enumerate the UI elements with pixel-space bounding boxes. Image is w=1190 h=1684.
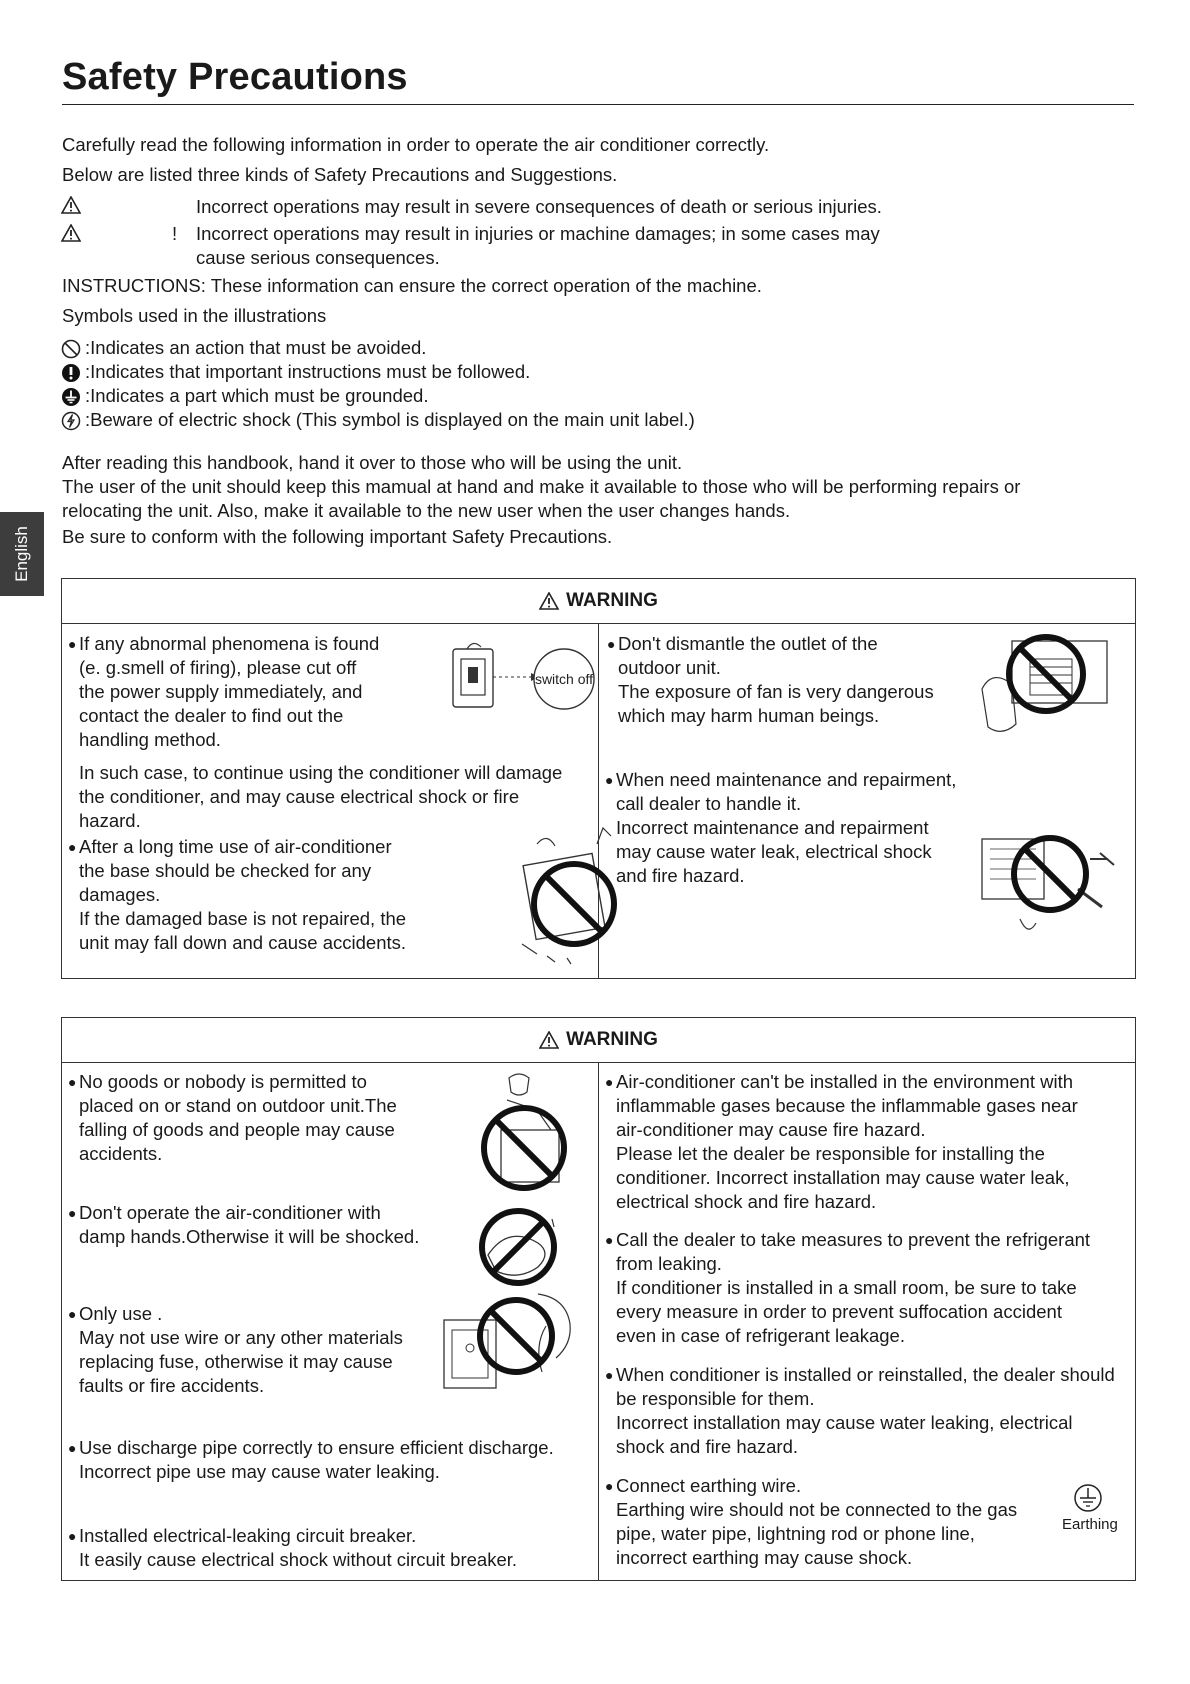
warning-box-2-header xyxy=(62,1018,1135,1063)
level-1-text: Incorrect operations may result in severe consequences of death or serious injuries. xyxy=(196,196,882,217)
warning-triangle-icon xyxy=(539,1031,559,1049)
list-item: ● Installed electrical-leaking circuit breaker. It easily cause electrical shock without circuit breaker. xyxy=(68,1525,518,1570)
list-item: ● If any abnormal phenomena is found (e. g.smell of firing), please cut off the power supply immediately, and contact the dealer to find out the handling method. xyxy=(68,633,380,750)
title-underline xyxy=(62,104,1134,105)
list-item: In such case, to continue using the conditioner will damage the conditioner, and may cause electrical shock or fire hazard. xyxy=(79,762,563,831)
list-item: ● Use discharge pipe correctly to ensure efficient discharge. Incorrect pipe use may cause water leaking. xyxy=(68,1437,554,1482)
list-item: ● When conditioner is installed or reinstalled, the dealer should be responsible for them. Incorrect installation may cause water leaking, electrical shock and fire hazard. xyxy=(605,1364,1115,1457)
language-tab xyxy=(0,512,44,596)
bullet: ● xyxy=(68,1528,77,1544)
level-2-marker: ! xyxy=(172,223,178,244)
instructions-line: INSTRUCTIONS: These information can ensure the correct operation of the machine. xyxy=(62,275,762,296)
maintenance-illustration xyxy=(978,819,1128,939)
handover-line-1: After reading this handbook, hand it over to those who will be using the unit. xyxy=(62,452,683,473)
list-item: ● Air-conditioner can't be installed in the environment with inflammable gases because the inflammable gases near air-conditioner may cause fire hazard. Please let the dealer be responsible for installing the conditioner. Incorrect installation may cause water leak, electrical shock and fire hazard. xyxy=(605,1071,1078,1212)
damaged-base-illustration xyxy=(507,824,632,974)
handover-line-3: relocating the unit. Also, make it available to the new user when the user changes hands. xyxy=(62,500,791,521)
page-title: Safety Precautions xyxy=(62,56,408,98)
fan-outlet-illustration xyxy=(972,629,1122,741)
mandatory-exclamation-icon xyxy=(61,363,81,383)
symbol-electric-shock-text: :Beware of electric shock (This symbol is displayed on the main unit label.) xyxy=(85,409,695,430)
warning-box-1-header xyxy=(62,579,1135,624)
warning-box-1 xyxy=(61,578,1136,979)
level-2-text-line-1: Incorrect operations may result in injuries or machine damages; in some cases may xyxy=(196,223,880,244)
list-item: ● Call the dealer to take measures to prevent the refrigerant from leaking. If conditioner is installed in a small room, be sure to take every measure in order to prevent suffocation accident even in case of refrigerant leakage. xyxy=(605,1229,1091,1346)
bullet: ● xyxy=(605,1232,614,1248)
bullet: ● xyxy=(605,1478,614,1494)
level-2-text-line-2: cause serious consequences. xyxy=(196,247,440,268)
warning-box-2-title: WARNING xyxy=(566,1029,658,1050)
earthing-label: Earthing xyxy=(1062,1516,1118,1533)
switch-off-illustration xyxy=(447,637,597,715)
column-divider xyxy=(598,1062,599,1580)
handover-line-2: The user of the unit should keep this mamual at hand and make it available to those who will be performing repairs or xyxy=(62,476,1021,497)
damp-hands-illustration xyxy=(468,1195,578,1295)
warning-box-1-title: WARNING xyxy=(566,590,658,611)
bullet: ● xyxy=(68,1306,77,1322)
bullet: ● xyxy=(68,839,77,855)
bullet: ● xyxy=(607,636,616,652)
list-item: ● When need maintenance and repairment, call dealer to handle it. Incorrect maintenance and repairment may cause water leak, electrical shock and fire hazard. xyxy=(605,769,957,886)
intro-line-2: Below are listed three kinds of Safety Precautions and Suggestions. xyxy=(62,164,618,185)
handover-line-4: Be sure to conform with the following important Safety Precautions. xyxy=(62,526,613,547)
switch-off-label: switch off xyxy=(534,671,594,687)
prohibited-icon xyxy=(61,339,81,359)
warning-triangle-icon xyxy=(61,196,81,214)
language-tab-label: English xyxy=(12,526,31,582)
list-item: ● Only use . May not use wire or any other materials replacing fuse, otherwise it may cause faults or fire accidents. xyxy=(68,1303,403,1396)
caution-triangle-icon xyxy=(61,224,81,242)
list-item: ● After a long time use of air-conditioner the base should be checked for any damages. If the damaged base is not repaired, the unit may fall down and cause accidents. xyxy=(68,836,407,953)
bullet: ● xyxy=(68,636,77,652)
symbols-heading: Symbols used in the illustrations xyxy=(62,305,327,326)
intro-line-1: Carefully read the following information in order to operate the air conditioner correctly. xyxy=(62,134,770,155)
no-standing-illustration xyxy=(467,1070,592,1195)
fuse-illustration xyxy=(438,1286,588,1408)
list-item: ● No goods or nobody is permitted to placed on or stand on outdoor unit.The falling of goods and people may cause accidents. xyxy=(68,1071,397,1164)
symbol-prohibited-text: :Indicates an action that must be avoided. xyxy=(85,337,427,358)
bullet: ● xyxy=(605,1367,614,1383)
list-item: ● Don't operate the air-conditioner with damp hands.Otherwise it will be shocked. xyxy=(68,1202,420,1247)
warning-triangle-icon xyxy=(539,592,559,610)
bullet: ● xyxy=(68,1440,77,1456)
ground-icon xyxy=(61,387,81,407)
list-item: ● Don't dismantle the outlet of the outdoor unit. The exposure of fan is very dangerous which may harm human beings. xyxy=(607,633,934,726)
bullet: ● xyxy=(68,1205,77,1221)
bullet: ● xyxy=(605,772,614,788)
list-item: ● Connect earthing wire. Earthing wire should not be connected to the gas pipe, water pipe, lightning rod or phone line, incorrect earthing may cause shock. xyxy=(605,1475,1018,1568)
electric-shock-icon xyxy=(61,411,81,431)
earth-ground-icon xyxy=(1073,1483,1103,1513)
bullet: ● xyxy=(605,1074,614,1090)
warning-box-2 xyxy=(61,1017,1136,1581)
bullet: ● xyxy=(68,1074,77,1090)
symbol-ground-text: :Indicates a part which must be grounded. xyxy=(85,385,429,406)
symbol-mandatory-text: :Indicates that important instructions must be followed. xyxy=(85,361,531,382)
